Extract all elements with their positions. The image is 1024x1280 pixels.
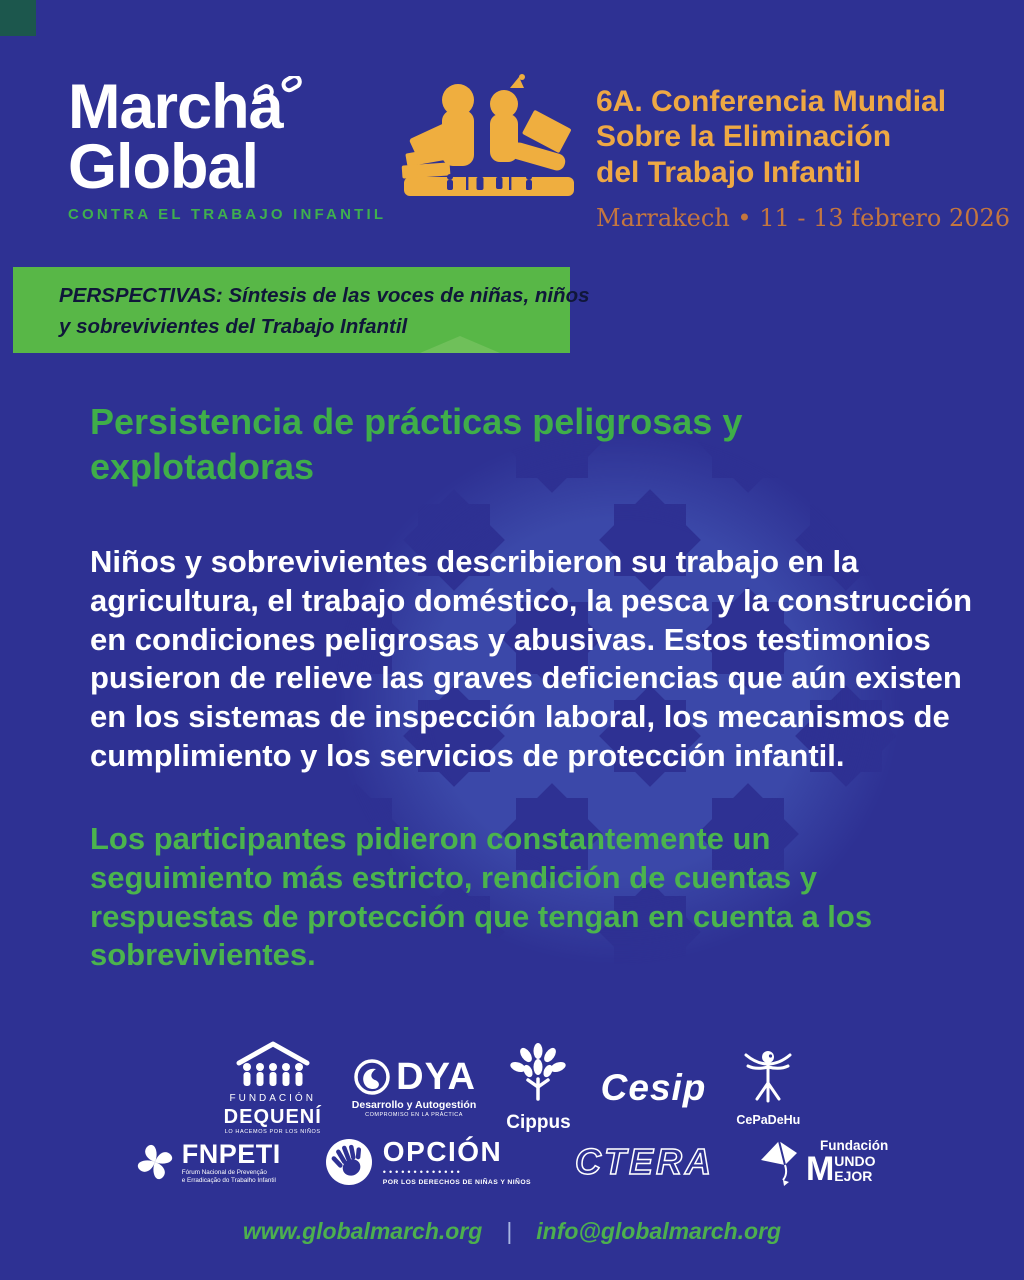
logo-word-global: Global bbox=[68, 131, 259, 202]
mundo-mejor-undo: UNDO bbox=[834, 1153, 876, 1170]
banner-text-line: PERSPECTIVAS: Síntesis de las voces de niñas, niños bbox=[59, 284, 590, 307]
cepadehu-name: CePaDeHu bbox=[736, 1113, 801, 1127]
dequeni-name: DEQUENÍ bbox=[223, 1106, 322, 1128]
logo-tagline: CONTRA EL TRABAJO INFANTIL bbox=[68, 205, 387, 223]
partner-logos-row-2 bbox=[0, 1138, 1024, 1187]
conference-title-line: del Trabajo Infantil bbox=[596, 155, 862, 189]
logo-cesip bbox=[600, 1067, 707, 1109]
logo-fnpeti bbox=[136, 1138, 281, 1185]
conference-title-line: Sobre la Eliminación bbox=[596, 120, 892, 154]
paragraph-white: Niños y sobrevivientes describieron su trabajo en la agricultura, el trabajo doméstico, la pesca y la construcción en condiciones peligrosas y abusivas. Estos testimonios pusieron de relieve las graves deficiencias que aún existen en los sistemas de inspección laboral, los mecanismos de cumplimiento y los servicios de protección infantil. bbox=[90, 544, 973, 773]
footer-separator: | bbox=[506, 1218, 513, 1244]
mundo-mejor-ejor: EJOR bbox=[834, 1168, 873, 1185]
section-heading: Persistencia de prácticas peligrosas y explotadoras bbox=[90, 401, 743, 487]
ctera-name: CTERA bbox=[574, 1141, 714, 1183]
opcion-tagline: POR LOS DERECHOS DE NIÑAS Y NIÑOS bbox=[382, 1179, 531, 1186]
logo-dya bbox=[352, 1057, 476, 1119]
cippus-name: Cippus bbox=[506, 1112, 571, 1134]
opcion-name: OPCIÓN bbox=[382, 1136, 503, 1167]
paragraph-green: Los participantes pidieron constantemente un seguimiento más estricto, rendición de cuentas y respuestas de protección que tengan en cuenta a los sobrevivientes. bbox=[90, 821, 873, 973]
opcion-dots: ••••••••••••• bbox=[382, 1167, 463, 1177]
conference-title-line: 6A. Conferencia Mundial bbox=[596, 85, 947, 118]
conference-title-block bbox=[596, 84, 1010, 232]
fnpeti-subtitle: Fórum Nacional de Prevenção bbox=[181, 1168, 267, 1176]
corner-accent bbox=[0, 0, 36, 36]
footer-website-link[interactable]: www.globalmarch.org bbox=[242, 1218, 483, 1244]
logo-cepadehu bbox=[736, 1049, 800, 1127]
broken-chain-icon bbox=[251, 76, 307, 104]
children-reading-icon bbox=[398, 74, 580, 204]
dequeni-house-icon bbox=[233, 1040, 313, 1088]
fnpeti-pinwheel-icon bbox=[136, 1143, 174, 1181]
cesip-name: Cesip bbox=[600, 1067, 707, 1109]
banner-text-line: y sobrevivientes del Trabajo Infantil bbox=[59, 314, 408, 338]
fnpeti-abbr: FNPETI bbox=[181, 1138, 281, 1169]
logo-word-marcha: Marcha bbox=[68, 72, 283, 142]
dequeni-slogan: LO HACEMOS POR LOS NIÑOS bbox=[224, 1129, 321, 1135]
dya-abbr: DYA bbox=[396, 1055, 476, 1098]
dya-name: Desarrollo y Autogestión bbox=[351, 1098, 477, 1111]
mundo-mejor-fundacion: Fundación bbox=[819, 1137, 889, 1153]
logo-cippus bbox=[506, 1043, 570, 1132]
footer bbox=[0, 1218, 1024, 1245]
dequeni-label: FUNDACIÓN bbox=[229, 1093, 316, 1104]
cepadehu-bird-icon bbox=[743, 1049, 793, 1105]
dya-slogan: COMPROMISO EN LA PRÁCTICA bbox=[365, 1112, 463, 1119]
fnpeti-subtitle: e Erradicação do Trabalho Infantil bbox=[181, 1176, 276, 1184]
dya-globe-icon bbox=[352, 1057, 392, 1097]
logo-fundacion-mundo-mejor bbox=[758, 1137, 889, 1189]
logo-opcion bbox=[325, 1138, 531, 1187]
perspectivas-banner bbox=[13, 267, 590, 353]
logo-ctera bbox=[574, 1141, 714, 1183]
opcion-hand-icon bbox=[325, 1138, 373, 1186]
logo-fundacion-dequeni bbox=[224, 1040, 322, 1136]
marcha-global-logo bbox=[68, 72, 387, 223]
conference-date: Marrakech • 11 - 13 febrero 2026 bbox=[596, 204, 1011, 233]
cippus-tree-icon bbox=[506, 1043, 570, 1105]
partner-logos-row-1 bbox=[0, 1040, 1024, 1136]
mundo-mejor-m: M bbox=[805, 1150, 835, 1189]
mundo-mejor-kite-icon bbox=[758, 1138, 800, 1186]
footer-email-link[interactable]: info@globalmarch.org bbox=[536, 1218, 782, 1244]
